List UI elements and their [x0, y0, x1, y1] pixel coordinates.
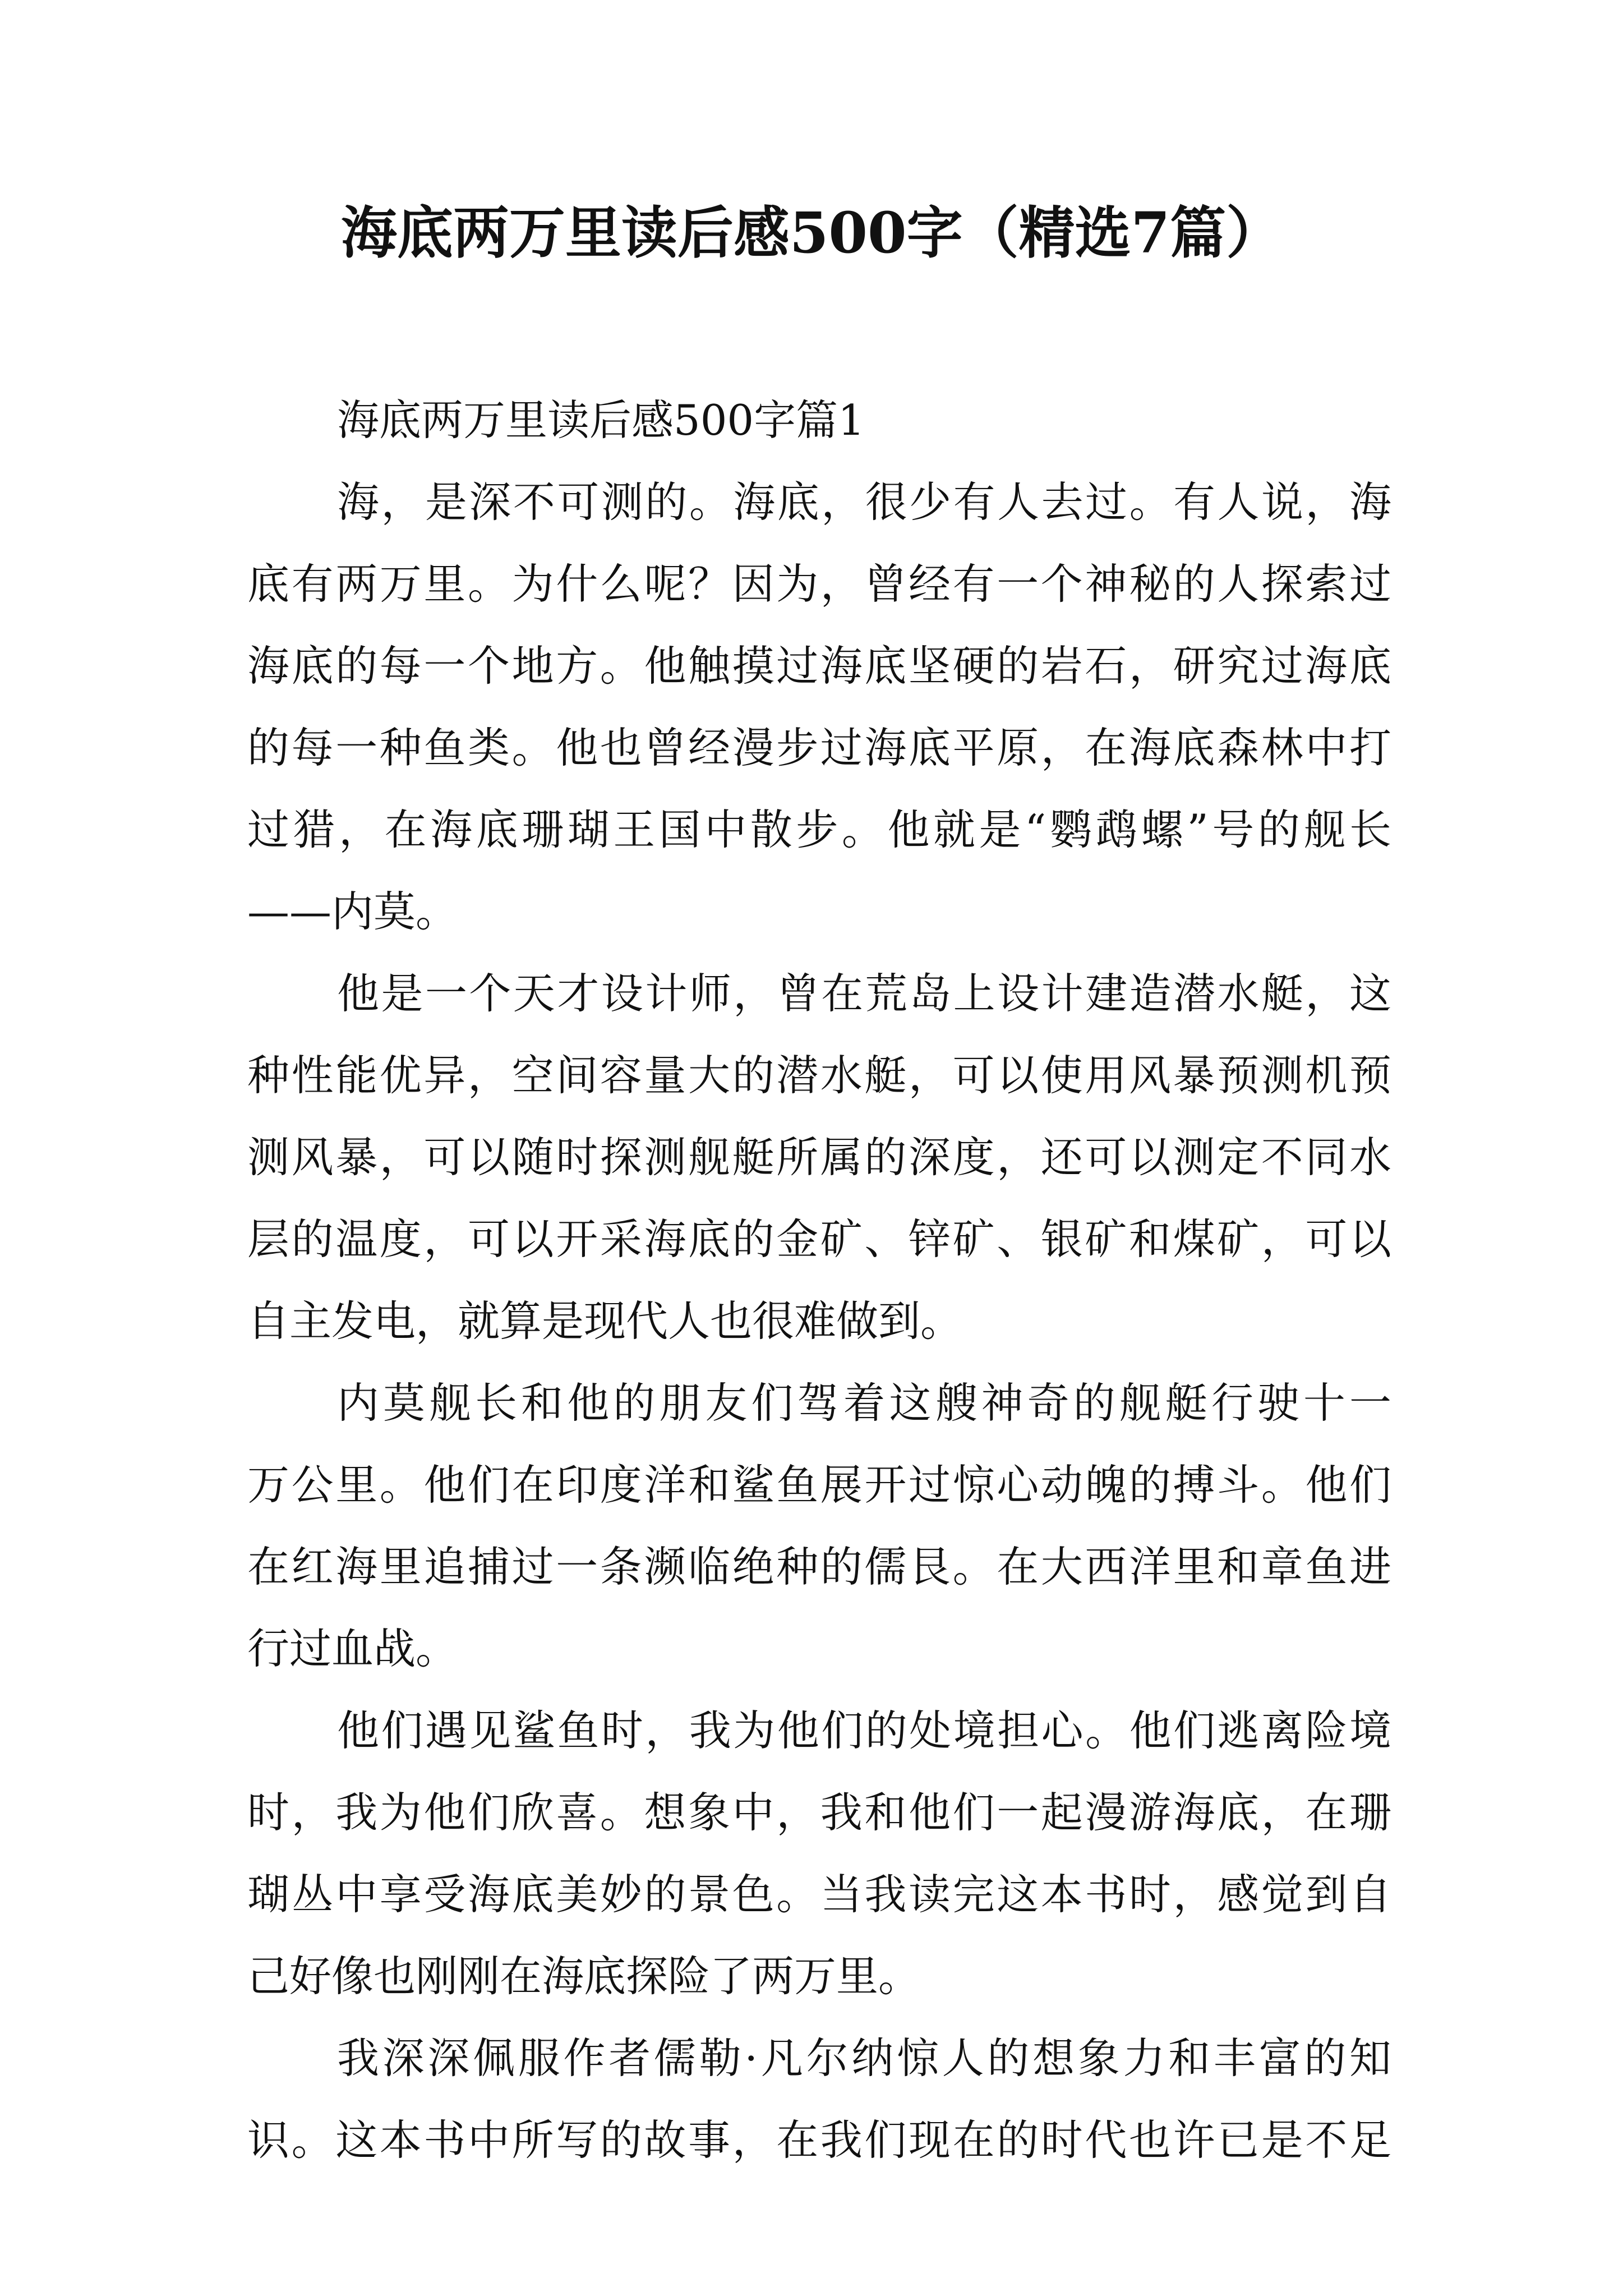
document-body — [247, 379, 1391, 2181]
paragraph-line: 底有两万里。为什么呢？因为，曾经有一个神秘的人探索过 — [247, 559, 1391, 609]
paragraph-line: 行过血战。 — [247, 1624, 458, 1673]
paragraph-5 — [247, 2017, 1391, 2181]
paragraph-line: 的每一种鱼类。他也曾经漫步过海底平原，在海底森林中打 — [247, 723, 1391, 772]
paragraph-line: 万公里。他们在印度洋和鲨鱼展开过惊心动魄的搏斗。他们 — [247, 1460, 1391, 1510]
paragraph-line: 识。这本书中所写的故事，在我们现在的时代也许已是不足 — [247, 2115, 1391, 2165]
paragraph-2 — [247, 953, 1391, 1362]
paragraph-line: 内莫舰长和他的朋友们驾着这艘神奇的舰艇行驶十一 — [337, 1378, 1391, 1428]
paragraph-line: 他们遇见鲨鱼时，我为他们的处境担心。他们逃离险境 — [337, 1706, 1391, 1755]
paragraph-line: 己好像也刚刚在海底探险了两万里。 — [247, 1952, 921, 2001]
paragraph-line: 时，我为他们欣喜。想象中，我和他们一起漫游海底，在珊 — [247, 1788, 1391, 1837]
paragraph-3 — [247, 1362, 1391, 1690]
paragraph-line: 他是一个天才设计师，曾在荒岛上设计建造潜水艇，这 — [337, 969, 1391, 1018]
paragraph-4 — [247, 1690, 1391, 2017]
paragraph-line: 层的温度，可以开采海底的金矿、锌矿、银矿和煤矿，可以 — [247, 1214, 1391, 1264]
paragraph-line: 海底的每一个地方。他触摸过海底坚硬的岩石，研究过海底 — [247, 641, 1391, 691]
paragraph-line: 我深深佩服作者儒勒·凡尔纳惊人的想象力和丰富的知 — [337, 2033, 1391, 2083]
section-heading: 海底两万里读后感500字篇1 — [337, 395, 865, 445]
paragraph-1 — [247, 461, 1391, 953]
paragraph-line: 种性能优异，空间容量大的潜水艇，可以使用风暴预测机预 — [247, 1051, 1391, 1100]
paragraph-line: 测风暴，可以随时探测舰艇所属的深度，还可以测定不同水 — [247, 1133, 1391, 1182]
paragraph-line: ——内莫。 — [247, 887, 458, 936]
paragraph-line: 瑚丛中享受海底美妙的景色。当我读完这本书时，感觉到自 — [247, 1870, 1391, 1919]
document-title: 海底两万里读后感500字（精选7篇） — [340, 200, 1283, 266]
paragraph-line: 海，是深不可测的。海底，很少有人去过。有人说，海 — [337, 477, 1391, 527]
paragraph-line: 自主发电，就算是现代人也很难做到。 — [247, 1296, 963, 1346]
paragraph-line: 在红海里追捕过一条濒临绝种的儒艮。在大西洋里和章鱼进 — [247, 1542, 1391, 1591]
paragraph-line: 过猎，在海底珊瑚王国中散步。他就是“鹦鹉螺”号的舰长 — [247, 805, 1391, 854]
